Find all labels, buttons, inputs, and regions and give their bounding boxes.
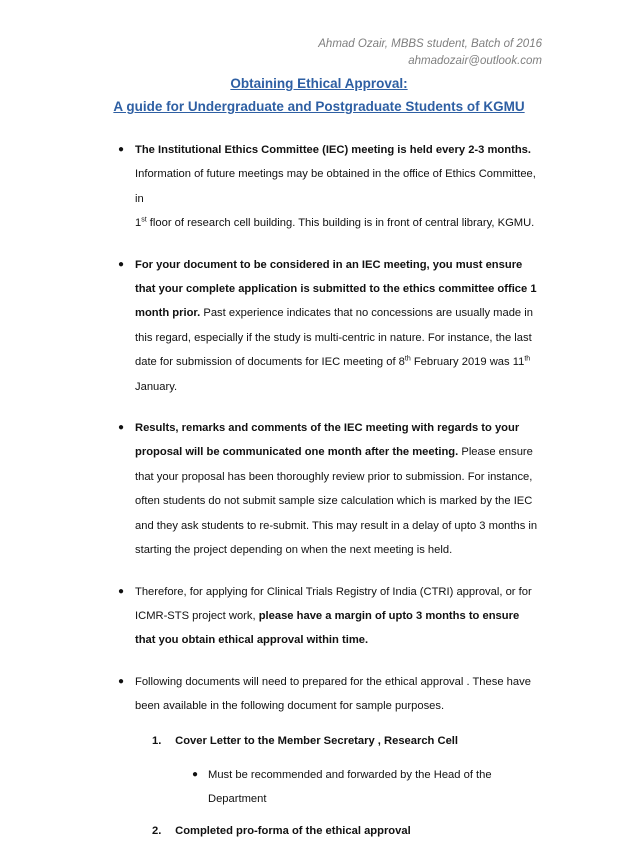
- numbered-item: [0, 819, 638, 843]
- bullet-icon: ●: [118, 144, 125, 155]
- bullet-icon: ●: [118, 675, 125, 687]
- item-text: Past experience indicates that no concessions are usually made in this regard, especially if the study is multi-centric in nature. For instance, the last date for submission of documents for IEC meeting of 8: [135, 307, 533, 369]
- page-subtitle: A guide for Undergraduate and Postgraduate Students of KGMU: [113, 99, 525, 114]
- numbered-item: [0, 729, 638, 753]
- numbered-label: Cover Letter to the Member Secretary , Research Cell: [175, 734, 459, 747]
- item-bold: For your document to be considered in an IEC meeting, you must ensure that your complete application is submitted to the ethics committee office 1 month prior.: [135, 258, 537, 320]
- list-item: [0, 253, 638, 399]
- item-number: 1.: [152, 734, 162, 747]
- list-item: [0, 670, 638, 719]
- numbered-label: Completed pro-forma of the ethical approval: [175, 824, 411, 837]
- sub-item-text: Must be recommended and forwarded by the Head of the Department: [208, 768, 492, 805]
- bullet-icon: ●: [118, 585, 125, 597]
- list-item: [0, 138, 638, 236]
- bullet-icon: ●: [118, 422, 125, 434]
- superscript: st: [141, 216, 147, 224]
- item-text: January.: [135, 380, 178, 393]
- superscript: th: [404, 355, 411, 363]
- bullet-icon: ●: [192, 768, 199, 780]
- item-number: 2.: [152, 824, 162, 837]
- item-text: Information of future meetings may be obtained in the office of Ethics Committee, in: [135, 168, 536, 205]
- author-line: Ahmad Ozair, MBBS student, Batch of 2016: [318, 38, 542, 50]
- item-bold: The Institutional Ethics Committee (IEC) meeting is held every 2-3 months.: [135, 144, 531, 156]
- author-header: [318, 36, 542, 70]
- item-text: February 2019 was 11: [410, 356, 525, 369]
- list-item: [0, 416, 638, 562]
- item-text: Following documents will need to prepared for the ethical approval . These have been available in the following document for sample purposes.: [135, 675, 531, 713]
- guide-list: [0, 138, 638, 843]
- item-text: 1: [135, 217, 142, 230]
- bullet-icon: ●: [118, 258, 125, 270]
- item-bold: please have a margin of upto 3 months to ensure that you obtain ethical approval within time.: [135, 609, 520, 647]
- author-email: ahmadozair@outlook.com: [408, 55, 542, 67]
- item-text: Therefore, for applying for Clinical Trials Registry of India (CTRI) approval, or for ICMR-STS project work,: [135, 585, 532, 622]
- page-title: Obtaining Ethical Approval:: [230, 76, 408, 91]
- item-bold: Results, remarks and comments of the IEC meeting with regards to your proposal will be communicated one month after the meeting.: [135, 422, 520, 459]
- item-text: Please ensure that your proposal has been thoroughly review prior to submission. For instance, often students do not submit sample size calculation which is marked by the IEC and they ask students to re-submit. This may result in a delay of upto 3 months in starting the project depending on when the next meeting is held.: [135, 446, 538, 557]
- list-item: [0, 580, 638, 653]
- superscript: th: [524, 355, 531, 363]
- item-text: floor of research cell building. This building is in front of central library, KGMU.: [146, 217, 535, 230]
- sub-list-item: [0, 763, 638, 811]
